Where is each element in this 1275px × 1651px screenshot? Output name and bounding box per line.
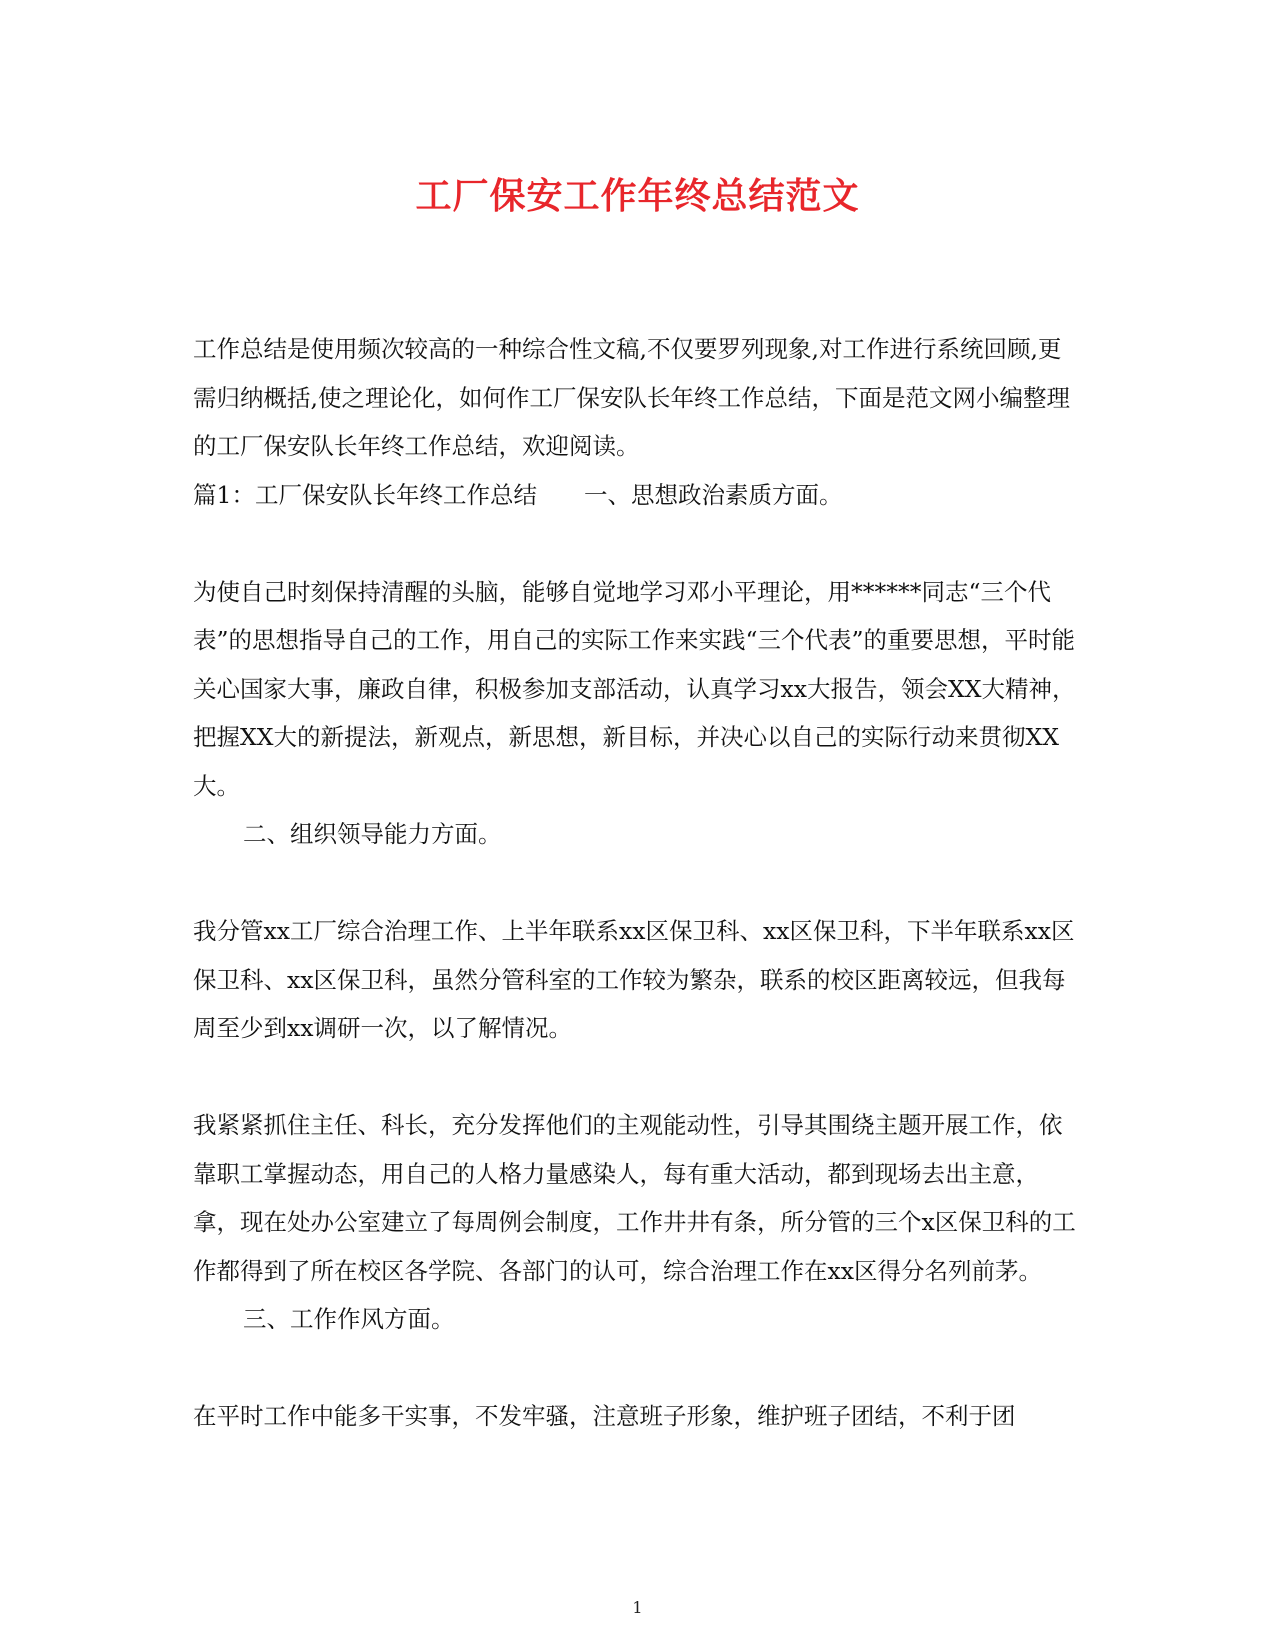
document-title: 工厂保安工作年终总结范文 (415, 175, 860, 217)
chapter-heading: 篇1：工厂保安队长年终工作总结 一、思想政治素质方面。 (193, 480, 843, 509)
paragraph-initiative: 我紧紧抓住主任、科长，充分发挥他们的主观能动性，引导其围绕主题开展工作，依靠职工掌握动态，用自己的人格力量感染人，每有重大活动，都到现场去出主意，拿，现在处办公室建立了每周例会制度，工作井井有条，所分管的三个x区保卫科的工作都得到了所在校区各学院、各部门的认可，综合治理工作在xx区得分名列前茅。 (193, 1111, 1076, 1285)
intro-paragraph: 工作总结是使用频次较高的一种综合性文稿,不仅要罗列现象,对工作进行系统回顾,更需归纳概括,使之理论化，如何作工厂保安队长年终工作总结，下面是范文网小编整理的工厂保安队长年终工作总结，欢迎阅读。 (193, 335, 1070, 460)
document-body (193, 325, 1083, 1441)
page-number: 1 (632, 1598, 643, 1617)
paragraph-gap (193, 859, 1083, 908)
paragraph-gap (193, 1344, 1083, 1393)
paragraph-management: 我分管xx工厂综合治理工作、上半年联系xx区保卫科、xx区保卫科，下半年联系xx区保卫科、xx区保卫科，虽然分管科室的工作较为繁杂，联系的校区距离较远，但我每周至少到xx调研一次，以了解情况。 (193, 917, 1075, 1042)
section-heading-work-style: 三、工作作风方面。 (243, 1305, 455, 1333)
section-heading-leadership: 二、组织领导能力方面。 (243, 820, 502, 848)
paragraph-gap (193, 1053, 1083, 1102)
paragraph-work-style: 在平时工作中能多干实事，不发牢骚，注意班子形象，维护班子团结，不利于团 (193, 1402, 1016, 1430)
paragraph-gap (193, 519, 1083, 568)
paragraph-ideology: 为使自己时刻保持清醒的头脑，能够自觉地学习邓小平理论，用******同志“三个代表”的思想指导自己的工作，用自己的实际工作来实践“三个代表”的重要思想，平时能关心国家大事，廉政自律，积极参加支部活动，认真学习xx大报告，领会XX大精神，把握XX大的新提法，新观点，新思想，新目标，并决心以自己的实际行动来贯彻XX大。 (193, 577, 1076, 800)
